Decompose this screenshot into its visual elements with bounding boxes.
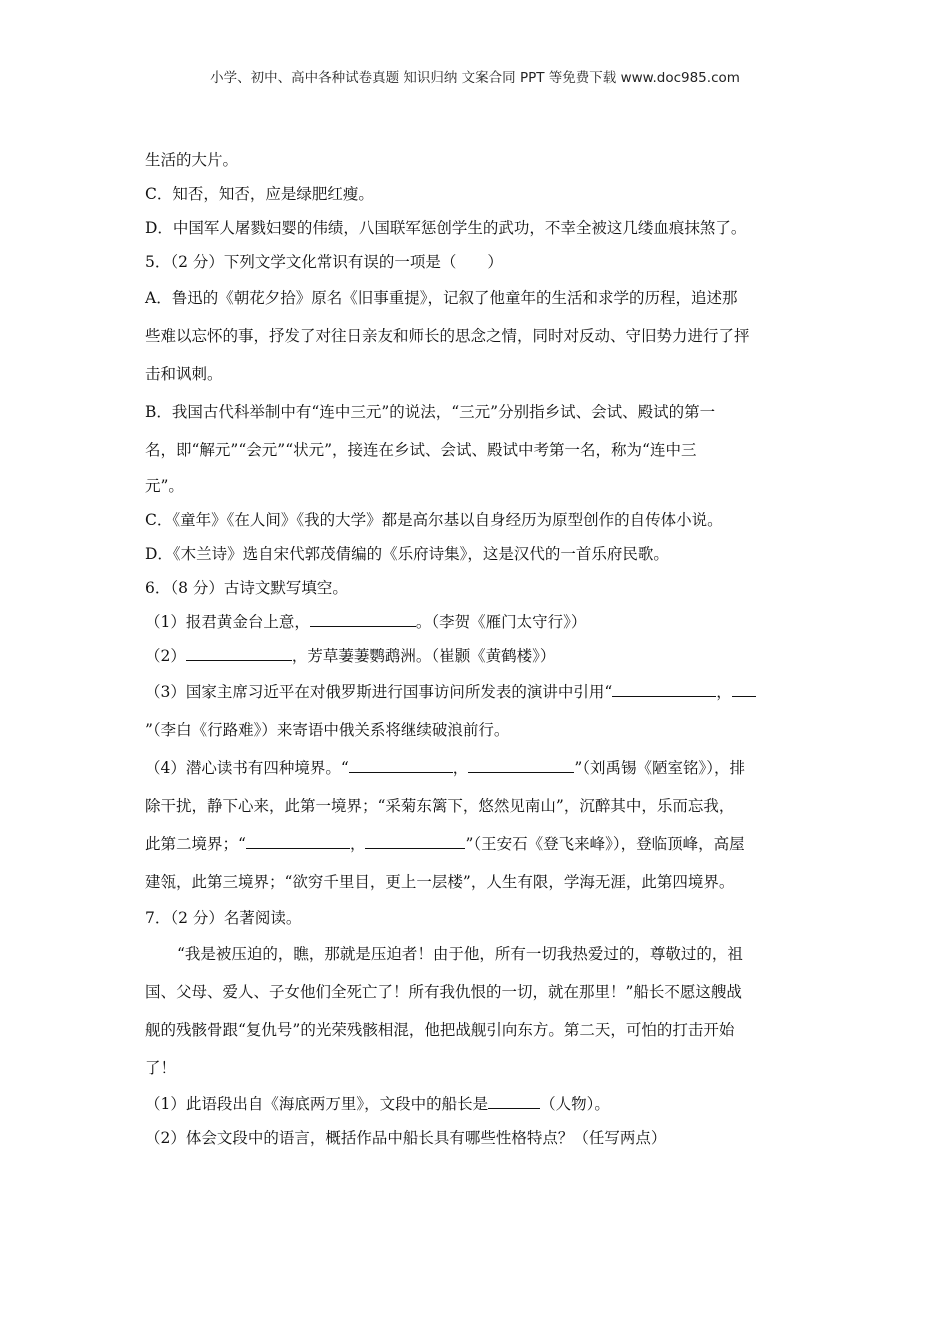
answer-blank[interactable] bbox=[468, 758, 574, 773]
q5-option-a-line1: A．鲁迅的《朝花夕拾》原名《旧事重提》，记叙了他童年的生活和求学的历程，追述那 bbox=[145, 289, 738, 307]
answer-blank[interactable] bbox=[365, 834, 465, 849]
document-body bbox=[145, 143, 813, 1155]
q6-part2 bbox=[145, 639, 813, 673]
q6-part1-text-a: （1）报君黄金台上意， bbox=[145, 613, 310, 631]
q6-part3-text-a: （3）国家主席习近平在对俄罗斯进行国事访问所发表的演讲中引用“ bbox=[145, 683, 613, 701]
q6-part4-line2: 除干扰，静下心来，此第一境界；“采菊东篱下，悠然见南山”，沉醉其中，乐而忘我， bbox=[145, 797, 735, 815]
q5-option-b-line1: B．我国古代科举制中有“连中三元”的说法，“三元”分别指乡试、会试、殿试的第一 bbox=[145, 403, 716, 421]
q4-continuation: 生活的大片。 bbox=[145, 151, 239, 169]
q7-sub1-text-b: （人物）。 bbox=[540, 1095, 610, 1113]
q6-part4-text-f: ， bbox=[349, 835, 366, 853]
q6-part4-text-a: （4）潜心读书有四种境界。“ bbox=[145, 759, 349, 777]
q6-part1-text-b: 。（李贺《雁门太守行》） bbox=[415, 613, 587, 631]
q6-part3-line2: ”（李白《行路难》）来寄语中俄关系将继续破浪前行。 bbox=[145, 721, 510, 739]
q7-sub1-text-a: （1）此语段出自《海底两万里》，文段中的船长是 bbox=[145, 1095, 489, 1113]
answer-blank[interactable] bbox=[612, 682, 716, 697]
q6-part4-text-e: 此第二境界；“ bbox=[145, 835, 246, 853]
q6-part4-line1 bbox=[145, 749, 813, 787]
q6-part4-line4: 建瓴，此第三境界；“欲穷千里目，更上一层楼”，人生有限，学海无涯，此第四境界。 bbox=[145, 873, 735, 891]
answer-blank[interactable] bbox=[310, 612, 416, 627]
q5-option-a-line2: 些难以忘怀的事，抒发了对往日亲友和师长的思念之情，同时对反动、守旧势力进行了抨 bbox=[145, 327, 750, 345]
answer-blank[interactable] bbox=[349, 758, 453, 773]
q7-passage-line4: 了！ bbox=[145, 1059, 177, 1077]
q5-option-a-line3: 击和讽刺。 bbox=[145, 365, 223, 383]
q7-subquestion2: （2）体会文段中的语言，概括作品中船长具有哪些性格特点？（任写两点） bbox=[145, 1129, 667, 1147]
q7-stem: 7．（2 分）名著阅读。 bbox=[145, 909, 302, 927]
q7-passage-line3: 舰的残骸骨跟“复仇号”的光荣残骸相混，他把战舰引向东方。第二天，可怕的打击开始 bbox=[145, 1021, 735, 1039]
q5-option-b-line2: 名，即“解元”“会元”“状元”，接连在乡试、会试、殿试中考第一名，称为“连中三 bbox=[145, 441, 697, 459]
q7-subquestion1 bbox=[145, 1087, 813, 1121]
q5-option-b-line3: 元”。 bbox=[145, 477, 184, 495]
answer-blank[interactable] bbox=[488, 1094, 540, 1109]
answer-blank[interactable] bbox=[732, 682, 756, 697]
q6-part2-text-b: ，芳草萋萋鹦鹉洲。（崔颢《黄鹤楼》） bbox=[291, 647, 556, 665]
q5-stem: 5．（2 分）下列文学文化常识有误的一项是（ ） bbox=[145, 253, 503, 271]
q5-option-d: D．《木兰诗》选自宋代郭茂倩编的《乐府诗集》，这是汉代的一首乐府民歌。 bbox=[145, 545, 669, 563]
q6-part2-text-a: （2） bbox=[145, 647, 186, 665]
q6-part4-text-c: ”（刘禹锡《陋室铭》），排 bbox=[574, 759, 745, 777]
q7-passage-line2: 国、父母、爱人、子女他们全死亡了！所有我仇恨的一切，就在那里！”船长不愿这艘战 bbox=[145, 983, 742, 1001]
q6-part4-text-b: ， bbox=[452, 759, 469, 777]
q6-part3-line1 bbox=[145, 673, 813, 711]
q4-option-c: C．知否，知否，应是绿肥红瘦。 bbox=[145, 185, 374, 203]
answer-blank[interactable] bbox=[186, 646, 292, 661]
page-header: 小学、初中、高中各种试卷真题 知识归纳 文案合同 PPT 等免费下载 www.doc985.com bbox=[210, 70, 740, 86]
q4-option-d: D．中国军人屠戮妇婴的伟绩，八国联军惩创学生的武功，不幸全被这几缕血痕抹煞了。 bbox=[145, 219, 747, 237]
q7-passage-line1: “我是被压迫的，瞧，那就是压迫者！由于他，所有一切我热爱过的，尊敬过的，祖 bbox=[177, 945, 743, 963]
q5-option-c: C．《童年》《在人间》《我的大学》都是高尔基以自身经历为原型创作的自传体小说。 bbox=[145, 511, 723, 529]
q6-part3-text-b: ， bbox=[716, 683, 732, 701]
q6-part4-text-g: ”（王安石《登飞来峰》），登临顶峰，高屋 bbox=[465, 835, 745, 853]
q6-part1 bbox=[145, 605, 813, 639]
q6-stem: 6．（8 分）古诗文默写填空。 bbox=[145, 579, 348, 597]
answer-blank[interactable] bbox=[246, 834, 350, 849]
q6-part4-line3 bbox=[145, 825, 813, 863]
